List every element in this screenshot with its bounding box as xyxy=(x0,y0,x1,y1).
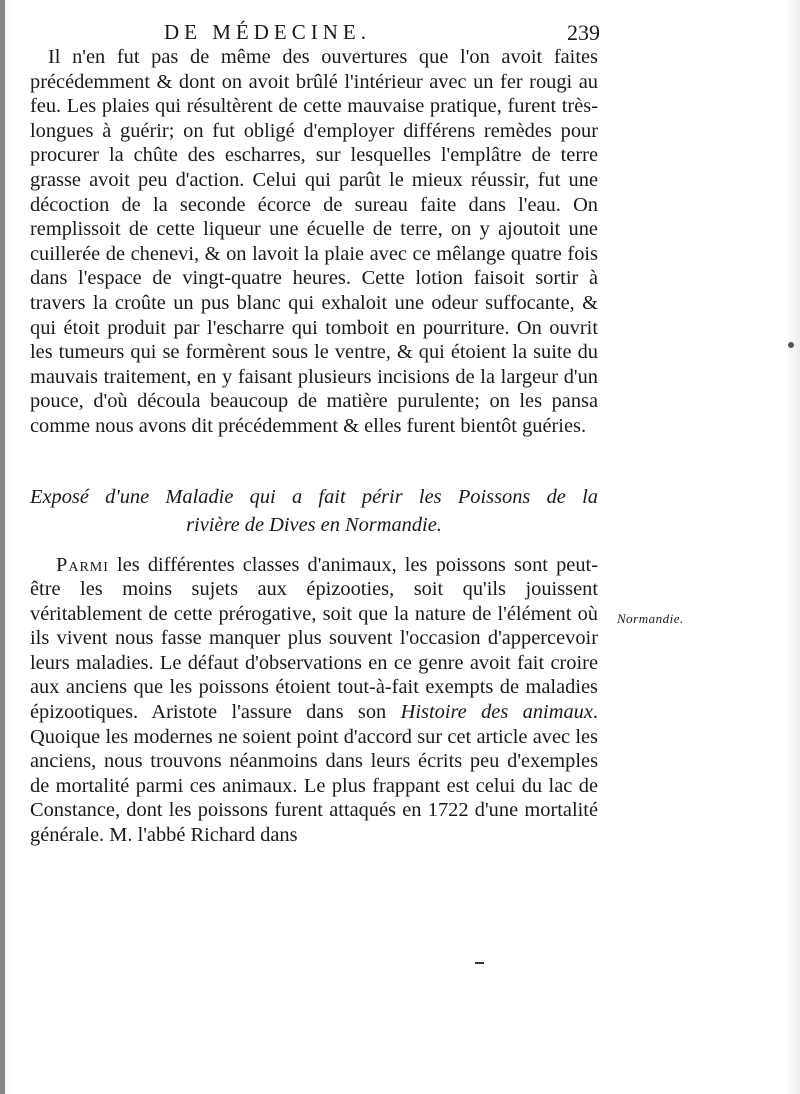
page-header xyxy=(160,18,600,48)
body-text xyxy=(30,45,598,848)
paragraph-fish-disease xyxy=(30,553,598,848)
page-number: 239 xyxy=(567,20,600,45)
ink-spot xyxy=(788,342,794,348)
paragraph-text-part-2: . Quoique les modernes ne soient point d'accord sur cet article avec les anciens, nous trouvons néanmoins dans leurs écrits peu d'exemples de mortalité parmi ces animaux. Le plus frappant est celui du lac de Constance, dont les poissons furent attaqués en 1722 d'une mortalité générale. M. l'abbé Richard dans xyxy=(30,701,598,847)
section-heading-line-1: Exposé d'une Maladie qui a fait périr les Poissons de la xyxy=(30,485,598,508)
paragraph-text-part-1: les différentes classes d'animaux, les poissons sont peut-être les moins sujets aux épizooties, soit qu'ils jouissent véritablement de cette prérogative, soit que la nature de l'élément où ils vivent nous fasse manquer plus souvent l'occasion d'appercevoir leurs maladies. Le défaut d'observations en ce genre avoit fait croire aux anciens que les poissons étoient tout-à-fait exempts de maladies épizootiques. Aristote l'assure dans son xyxy=(30,553,598,724)
page-spine-shadow xyxy=(0,0,5,1094)
ink-mark xyxy=(475,962,484,964)
margin-note: Normandie. xyxy=(617,611,684,626)
paragraph-lead-word: Parmi xyxy=(56,553,109,576)
section-heading xyxy=(30,483,598,539)
book-title-reference: Histoire des animaux xyxy=(400,701,593,724)
section-heading-line-2: rivière de Dives en Normandie. xyxy=(186,513,442,536)
paragraph-ulcer-treatment: Il n'en fut pas de même des ouvertures que l'on avoit faites précédemment & dont on avoit brûlé l'intérieur avec un fer rougi au feu. Les plaies qui résultèrent de cette mauvaise pratique, furent très-longues à guérir; on fut obligé d'employer différens remèdes pour procurer la chûte des escharres, sur lesquelles l'emplâtre de terre grasse avoit peu d'action. Celui qui parût le mieux réussir, fut une décoction de la seconde écorce de sureau faite dans l'eau. On remplissoit de cette liqueur une écuelle de terre, on y ajoutoit une cuillerée de chenevi, & on lavoit la plaie avec ce mêlange quatre fois dans l'espace de vingt-quatre heures. Cette lotion faisoit sortir à travers la croûte un pus blanc qui exhaloit une odeur suffocante, & qui étoit produit par l'escharre qui tomboit en pourriture. On ouvrit les tumeurs qui se formèrent sous le ventre, & qui étoient la suite du mauvais traitement, en y faisant plusieurs incisions de la largeur d'un pouce, d'où découla beaucoup de matière purulente; on les pansa comme nous avons dit précédemment & elles furent bientôt guéries. xyxy=(30,46,598,437)
running-head: DE MÉDECINE. xyxy=(164,20,371,44)
